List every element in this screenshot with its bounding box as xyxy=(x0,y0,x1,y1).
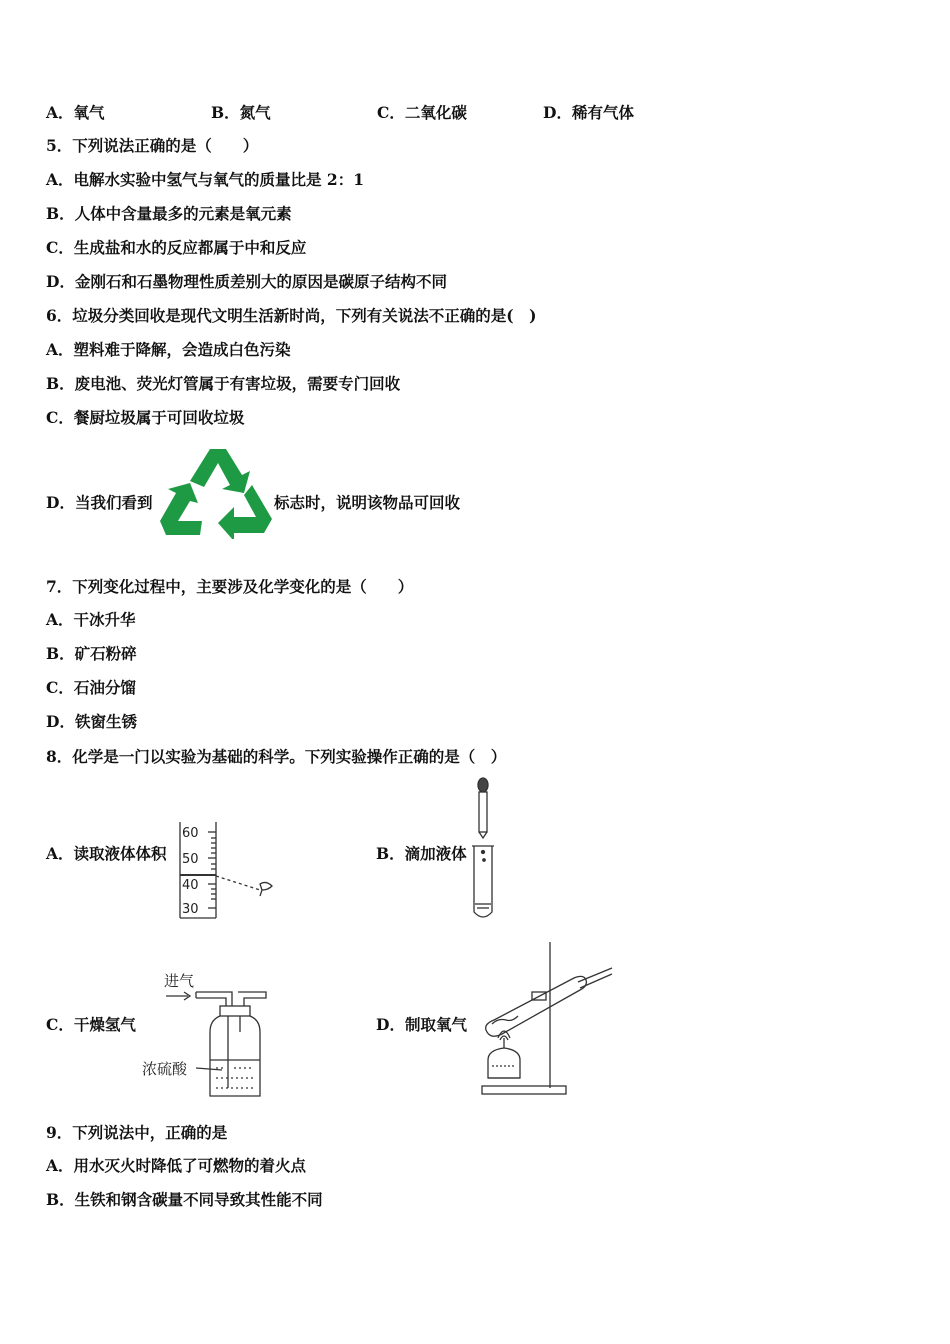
cylinder-tick-40: 40 xyxy=(182,878,199,893)
q6-stem: 6．垃圾分类回收是现代文明生活新时尚，下列有关说法不正确的是( ) xyxy=(46,306,537,325)
q9-option-b: B．生铁和钢含碳量不同导致其性能不同 xyxy=(46,1190,323,1209)
q8-stem: 8．化学是一门以实验为基础的科学。下列实验操作正确的是（ ） xyxy=(46,747,507,766)
cylinder-tick-30: 30 xyxy=(182,902,199,917)
q6-option-d-after: 标志时，说明该物品可回收 xyxy=(274,493,461,512)
q7-option-d: D．铁窗生锈 xyxy=(46,712,137,731)
q8-option-d: D．制取氧气 xyxy=(376,1015,467,1034)
acid-label: 浓硫酸 xyxy=(142,1060,188,1078)
cylinder-tick-50: 50 xyxy=(182,852,199,867)
q6-option-a: A．塑料难于降解，会造成白色污染 xyxy=(46,340,291,359)
oxygen-generation-apparatus-figure xyxy=(474,938,614,1100)
q8-option-a: A．读取液体体积 xyxy=(46,844,167,863)
q7-option-a: A．干冰升华 xyxy=(46,610,136,629)
q9-option-a: A．用水灭火时降低了可燃物的着火点 xyxy=(46,1156,307,1175)
q5-option-a: A．电解水实验中氢气与氧气的质量比是 2：1 xyxy=(46,170,364,189)
q4-option-c: C．二氧化碳 xyxy=(377,103,467,122)
q5-option-c: C．生成盐和水的反应都属于中和反应 xyxy=(46,238,307,257)
q8-option-b: B．滴加液体 xyxy=(376,844,467,863)
graduated-cylinder-figure xyxy=(176,818,280,922)
q5-option-d: D．金刚石和石墨物理性质差别大的原因是碳原子结构不同 xyxy=(46,272,447,291)
q7-option-b: B．矿石粉碎 xyxy=(46,644,137,663)
q9-stem: 9．下列说法中，正确的是 xyxy=(46,1123,228,1142)
q8-option-c: C．干燥氢气 xyxy=(46,1015,136,1034)
recycle-icon xyxy=(160,441,276,539)
q6-option-c: C．餐厨垃圾属于可回收垃圾 xyxy=(46,408,245,427)
gas-washing-bottle-figure xyxy=(140,962,276,1100)
dropper-test-tube-figure xyxy=(466,776,502,922)
q4-option-a: A．氧气 xyxy=(46,103,105,122)
gas-in-label: 进气 xyxy=(164,972,195,990)
q7-option-c: C．石油分馏 xyxy=(46,678,136,697)
q5-stem: 5．下列说法正确的是（ ） xyxy=(46,136,259,155)
q5-option-b: B．人体中含量最多的元素是氧元素 xyxy=(46,204,292,223)
cylinder-tick-60: 60 xyxy=(182,826,199,841)
q6-option-d-before: D．当我们看到 xyxy=(46,493,153,512)
q4-option-b: B．氮气 xyxy=(211,103,271,122)
q6-option-b: B．废电池、荧光灯管属于有害垃圾，需要专门回收 xyxy=(46,374,401,393)
q4-option-d: D．稀有气体 xyxy=(543,103,634,122)
q7-stem: 7．下列变化过程中，主要涉及化学变化的是（ ） xyxy=(46,577,414,596)
